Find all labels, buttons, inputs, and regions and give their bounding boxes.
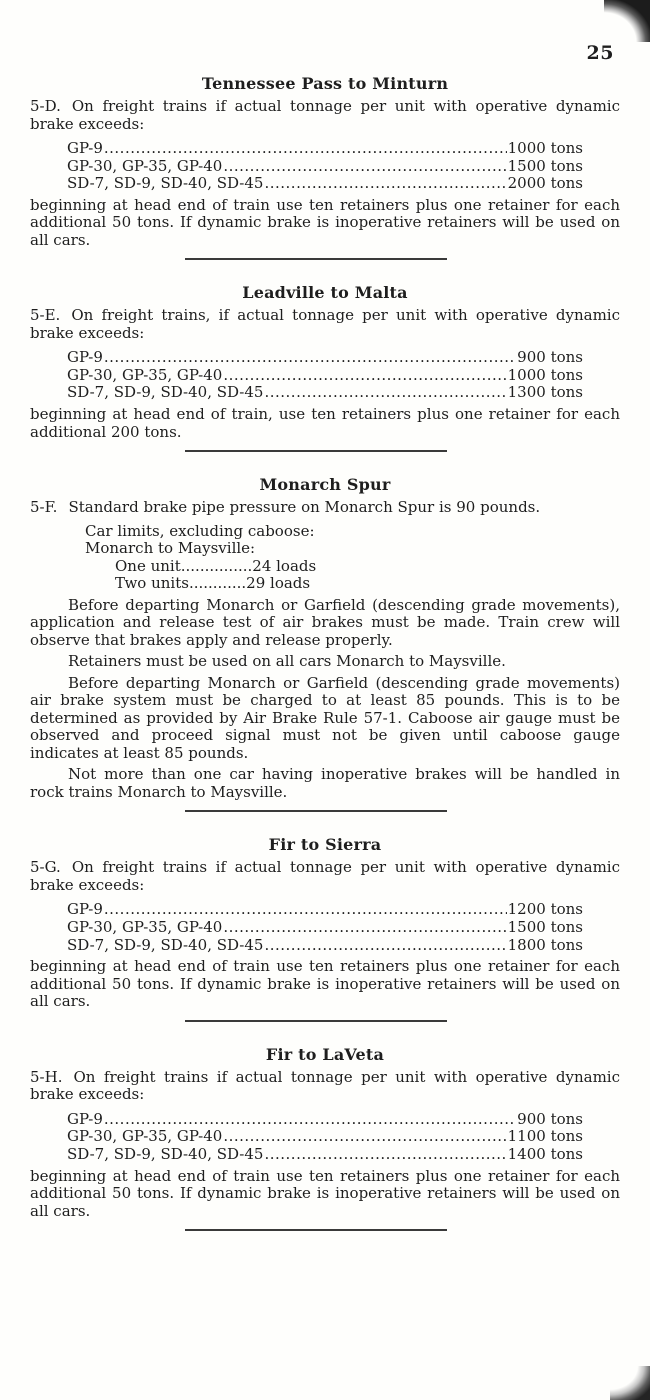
section-divider [185,810,447,812]
section-title: Fir to Sierra [268,835,382,855]
tonnage-value: 1000 tons [507,139,583,157]
dot-leader [104,349,516,367]
tonnage-row [67,1146,583,1164]
rule-number: 5-E. [30,306,61,325]
car-limit-row [115,558,620,576]
rule-intro-paragraph [30,1069,620,1104]
section-fir-to-sierra [30,835,620,1021]
tonnage-value: 1000 tons [507,365,583,384]
tonnage-row [67,901,583,919]
tonnage-table [67,901,583,954]
tonnage-value: 2000 tons [507,174,583,193]
page-number: 25 [586,42,614,64]
tonnage-label: SD-7, SD-9, SD-40, SD-45 [67,174,264,193]
tonnage-label: GP-9 [67,348,103,367]
rule-outro-paragraph: beginning at head end of train use ten retainers plus one retainer for each additional 50 tons. If dynamic brake is inoperative retainers will be used on all cars. [30,195,620,249]
rule-intro-text: Standard brake pipe pressure on Monarch Spur is 90 pounds. [68,498,541,517]
page-content [0,74,650,1231]
car-limit-label: One unit [115,556,181,575]
tonnage-label: SD-7, SD-9, SD-40, SD-45 [67,383,264,402]
body-paragraph: Before departing Monarch or Garfield (descending grade movements) air brake system must be charged to at least 85 pounds. This is to be determined as provided by Air Brake Rule 57-1. Caboose air gauge must be observed and proceed signal must not be given until caboose gauge indicates at least 85 pounds. [30,673,620,762]
section-divider [185,258,447,260]
tonnage-row [67,367,583,385]
dot-leader [264,384,506,402]
rule-outro-paragraph: beginning at head end of train use ten retainers plus one retainer for each additional 50 tons. If dynamic brake is inoperative retainers will be used on all cars. [30,957,620,1011]
body-paragraph: Before departing Monarch or Garfield (descending grade movements), application and release test of air brakes must be made. Train crew will observe that brakes apply and release properly. [30,595,620,649]
tonnage-label: GP-30, GP-35, GP-40 [67,365,223,384]
dot-leader [104,140,507,158]
rule-intro-text: On freight trains if actual tonnage per unit with operative dynamic brake exceeds: [30,1067,620,1104]
section-fir-to-laveta [30,1045,620,1231]
tonnage-row [67,937,583,955]
tonnage-value: 1400 tons [507,1144,583,1163]
tonnage-row [67,158,583,176]
tonnage-table [67,1111,583,1164]
rule-number: 5-D. [30,97,61,115]
tonnage-value: 900 tons [517,348,583,367]
tonnage-value: 1800 tons [507,935,583,954]
car-limits-heading: Car limits, excluding caboose: [85,521,315,540]
rule-outro-paragraph: beginning at head end of train, use ten retainers plus one retainer for each additional 200 tons. [30,405,620,441]
tonnage-value: 1500 tons [507,156,583,175]
section-title: Tennessee Pass to Minturn [201,74,449,93]
rule-intro-paragraph [30,499,620,517]
rule-intro-paragraph [30,859,620,894]
tonnage-value: 1500 tons [507,918,583,937]
rule-intro-paragraph [30,307,620,342]
tonnage-value: 1200 tons [507,900,583,919]
tonnage-row [67,349,583,367]
section-title: Leadville to Malta [242,283,408,303]
tonnage-row [67,384,583,402]
tonnage-value: 900 tons [517,1109,583,1128]
rule-intro-text: On freight trains, if actual tonnage per unit with operative dynamic brake exceeds: [30,306,620,342]
rule-intro-paragraph [30,98,620,133]
scan-curl-top-right [604,0,650,42]
rule-number: 5-F. [30,498,58,517]
dot-leader [104,901,507,919]
rule-number: 5-G. [30,858,61,877]
dot-leader [264,175,506,193]
body-paragraph: Retainers must be used on all cars Monarch to Maysville. [68,652,506,671]
tonnage-table [67,349,583,402]
tonnage-value: 1300 tons [507,383,583,402]
section-divider [185,1229,447,1231]
section-monarch-spur [30,475,620,812]
tonnage-row [67,140,583,158]
car-limit-row [115,575,620,593]
dot-leader [223,919,506,937]
tonnage-row [67,919,583,937]
tonnage-label: SD-7, SD-9, SD-40, SD-45 [67,1144,264,1163]
tonnage-label: GP-30, GP-35, GP-40 [67,1127,223,1146]
tonnage-label: GP-9 [67,1109,103,1128]
dot-leader [223,367,506,385]
car-limit-value: 24 loads [252,556,317,575]
car-limit-rows [115,558,620,593]
body-paragraph: Not more than one car having inoperative brakes will be handled in rock trains Monarch to Maysville. [30,765,620,801]
dot-leader [264,1146,506,1164]
rule-intro-text: On freight trains if actual tonnage per unit with operative dynamic brake exceeds: [30,858,620,894]
section-divider [185,450,447,452]
tonnage-label: GP-9 [67,900,103,919]
dot-leader [104,1111,516,1129]
rule-number: 5-H. [30,1067,63,1086]
tonnage-table [67,140,583,193]
car-limits-block [85,523,620,593]
tonnage-label: SD-7, SD-9, SD-40, SD-45 [67,935,264,954]
car-limit-label: Two units [115,574,189,593]
rule-intro-text: On freight trains if actual tonnage per unit with operative dynamic brake exceeds: [30,97,620,133]
rule-outro-paragraph: beginning at head end of train use ten retainers plus one retainer for each additional 50 tons. If dynamic brake is inoperative retainers will be used on all cars. [30,1166,620,1220]
tonnage-row [67,1111,583,1129]
section-leadville-to-malta [30,283,620,452]
tonnage-label: GP-30, GP-35, GP-40 [67,918,223,937]
tonnage-label: GP-9 [67,139,103,157]
dot-leader: ............ [188,574,247,593]
section-title: Fir to LaVeta [265,1044,385,1064]
section-divider [185,1020,447,1022]
dot-leader: ............... [180,556,253,575]
dot-leader [264,937,506,955]
section-tennessee-pass-to-minturn [30,74,620,260]
scan-curl-bottom-right [610,1366,650,1400]
dot-leader [223,1128,506,1146]
tonnage-row [67,1128,583,1146]
tonnage-value: 1100 tons [507,1127,583,1146]
dot-leader [223,158,506,176]
tonnage-label: GP-30, GP-35, GP-40 [67,156,223,175]
route-label: Monarch to Maysville: [85,539,256,558]
section-title: Monarch Spur [259,475,391,495]
tonnage-row [67,175,583,193]
car-limit-value: 29 loads [246,574,311,593]
